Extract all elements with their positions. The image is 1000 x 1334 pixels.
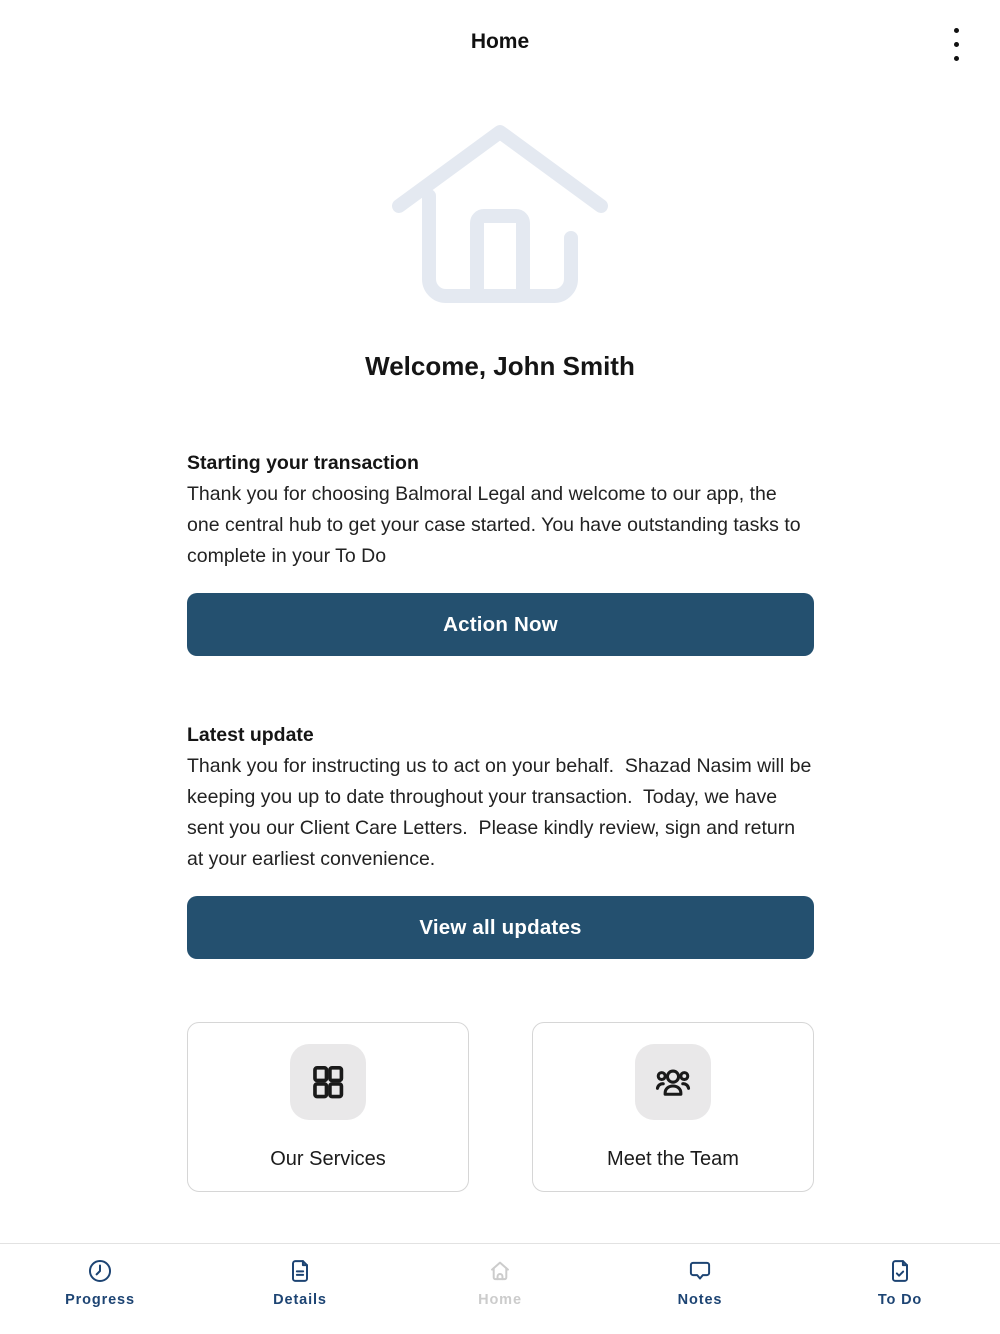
card-label: Our Services [270,1148,386,1170]
document-check-icon [886,1257,914,1285]
tab-label: To Do [877,1292,923,1308]
card-label: Meet the Team [607,1148,739,1170]
view-all-updates-button[interactable]: View all updates [187,896,814,959]
tab-todo[interactable] [800,1244,1000,1334]
document-lines-icon [286,1257,314,1285]
section-starting-transaction [187,448,814,656]
tab-details[interactable] [200,1244,400,1334]
main-content [187,448,817,1192]
tab-label: Notes [677,1292,723,1308]
tab-label: Details [273,1292,327,1308]
tab-notes[interactable] [600,1244,800,1334]
card-icon-tile [635,1044,711,1120]
section-body: Thank you for choosing Balmoral Legal and welcome to our app, the one central hub to get your case started. You have outstanding tasks to complete in your To Do [187,483,807,567]
clock-icon [86,1257,114,1285]
quick-links [187,1022,814,1192]
bottom-tab-bar [0,1243,1000,1334]
section-heading: Starting your transaction [187,452,419,474]
kebab-menu-icon [954,28,959,61]
house-icon [389,116,611,312]
section-heading: Latest update [187,724,314,746]
welcome-heading: Welcome, John Smith [365,351,635,381]
hero [0,116,1000,312]
section-body: Thank you for instructing us to act on your behalf. Shazad Nasim will be keeping you up to date throughout your transaction. Today, we have sent you our Client Care Letters. Please kindly review, sign and return at your earliest convenience. [187,755,817,870]
chat-bubble-icon [686,1257,714,1285]
overflow-menu-button[interactable] [934,18,978,70]
services-grid-icon [305,1059,351,1105]
tab-progress[interactable] [0,1244,200,1334]
home-icon [486,1257,514,1285]
tab-home[interactable] [400,1244,600,1334]
card-icon-tile [290,1044,366,1120]
header [0,0,1000,84]
page-title: Home [470,30,530,53]
our-services-card[interactable] [187,1022,469,1192]
team-people-icon [650,1059,696,1105]
section-latest-update [187,720,817,959]
meet-the-team-card[interactable] [532,1022,814,1192]
tab-label: Home [478,1292,522,1308]
action-now-button[interactable]: Action Now [187,593,814,656]
tab-label: Progress [65,1292,135,1308]
